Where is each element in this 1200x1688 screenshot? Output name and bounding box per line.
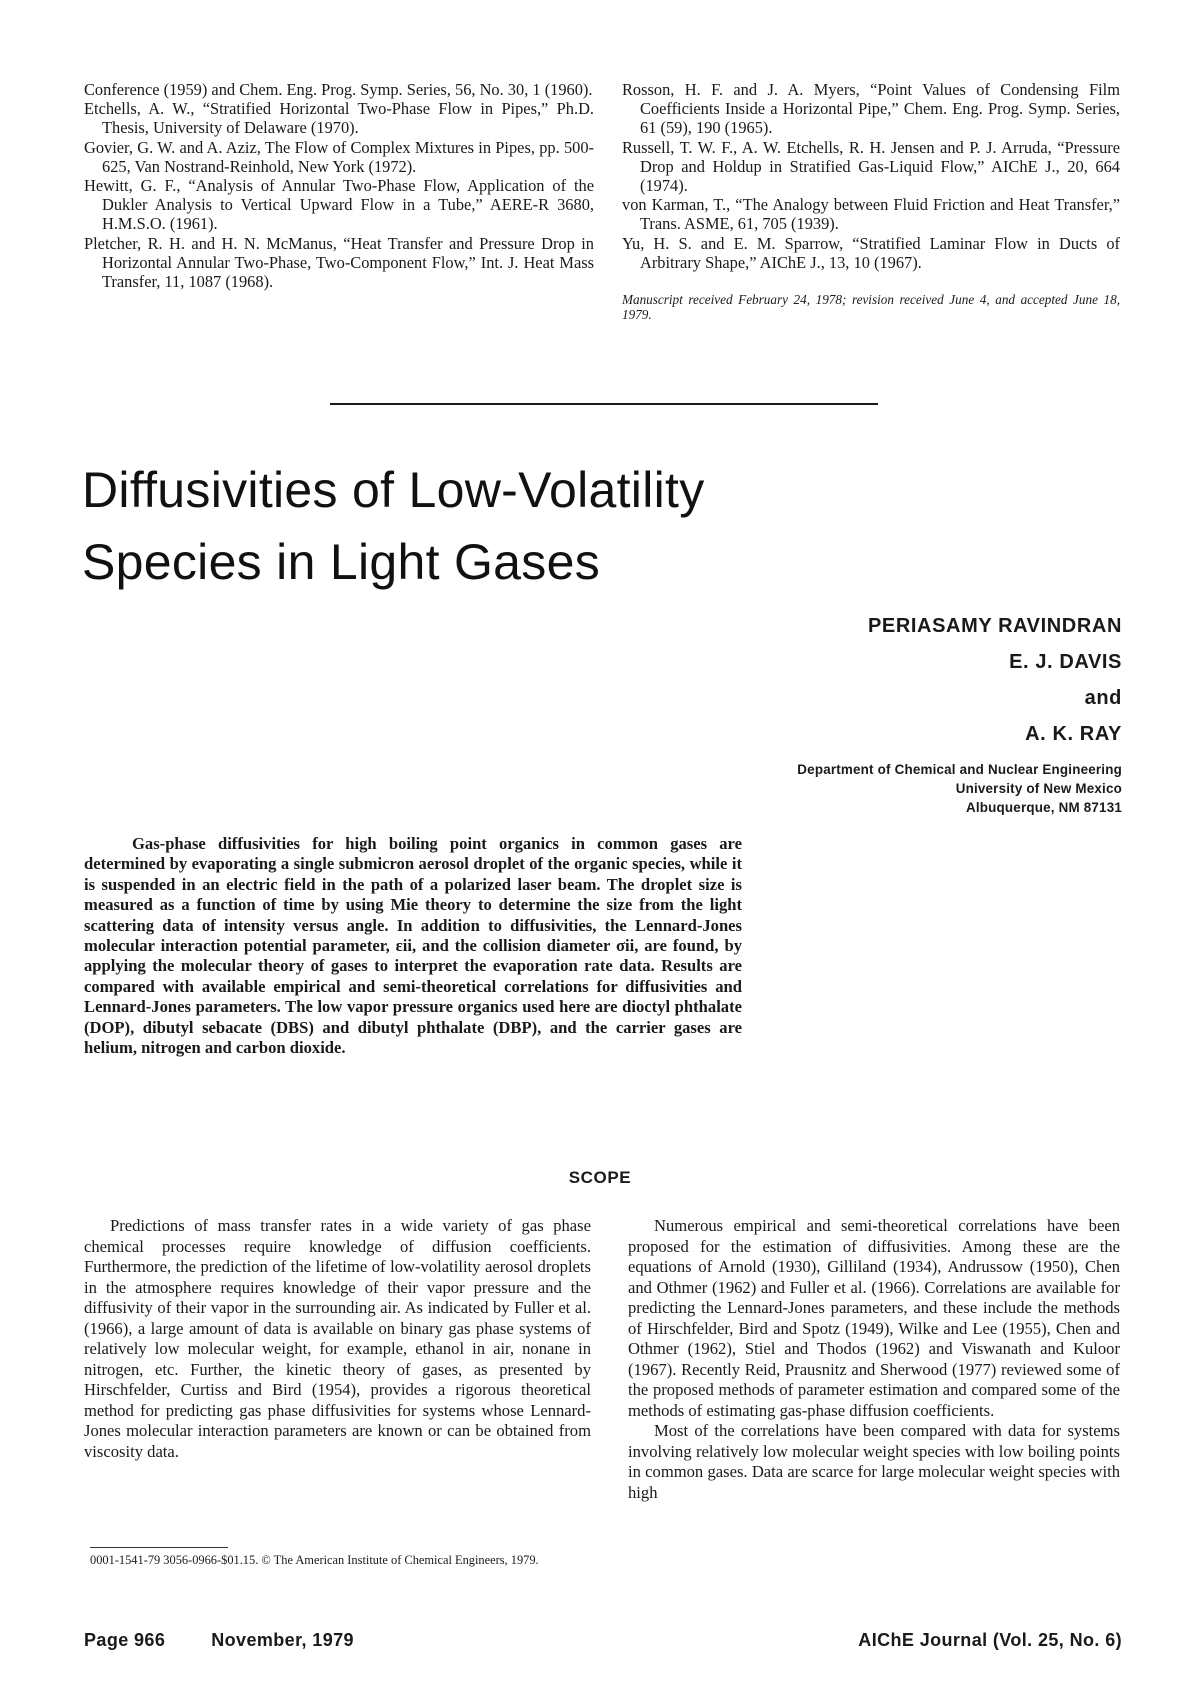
title-line-2: Species in Light Gases	[82, 534, 601, 590]
scope-left-column	[84, 1216, 591, 1462]
reference-entry: Pletcher, R. H. and H. N. McManus, “Heat Transfer and Pressure Drop in Horizontal Annular Two-Phase, Two-Component Flow,” Int. J. Heat Mass Transfer, 11, 1087 (1968).	[84, 233, 594, 292]
reference-entry: Govier, G. W. and A. Aziz, The Flow of Complex Mixtures in Pipes, pp. 500-625, Van Nostrand-Reinhold, New York (1972).	[84, 137, 594, 176]
reference-entry: Rosson, H. F. and J. A. Myers, “Point Values of Condensing Film Coefficients Inside a Horizontal Pipe,” Chem. Eng. Prog. Symp. Series, 61 (59), 190 (1965).	[622, 80, 1120, 138]
page-footer-left	[84, 1630, 354, 1651]
author-name: PERIASAMY RAVINDRAN	[867, 615, 1122, 637]
reference-entry: Russell, T. W. F., A. W. Etchells, R. H. Jensen and P. J. Arruda, “Pressure Drop and Holdup in Stratified Gas-Liquid Flow,” AIChE J., 20, 664 (1974).	[622, 137, 1120, 196]
reference-entry: Hewitt, G. F., “Analysis of Annular Two-Phase Flow, Application of the Dukler Analysis to Vertical Upward Flow in a Tube,” AERE-R 3680, H.M.S.O. (1961).	[84, 176, 594, 234]
references-right-column	[622, 80, 1120, 335]
abstract: Gas-phase diffusivities for high boiling point organics in common gases are determined by evaporating a single submicron aerosol droplet of the organic species, while it is suspended in an electric field in the path of a polarized laser beam. The droplet size is measured as a function of time by using Mie theory to determine the size from the light scattering data of intensity versus angle. In addition to diffusivities, the Lennard-Jones molecular interaction potential parameter, εii, and the collision diameter σii, are found, by applying the molecular theory of gases to interpret the evaporation rate data. Results are compared with available empirical and semi-theoretical correlations for diffusivities and Lennard-Jones parameters. The low vapor pressure organics used here are dioctyl phthalate (DOP), dibutyl sebacate (DBS) and dibutyl phthalate (DBP), and the carrier gases are helium, nitrogen and carbon dioxide.	[84, 834, 742, 1058]
affiliation-university: University of New Mexico	[955, 781, 1122, 796]
copyright-footnote: 0001-1541-79 3056-0966-$01.15. © The American Institute of Chemical Engineers, 1979.	[90, 1553, 539, 1567]
author-conjunction: and	[1084, 687, 1122, 709]
affiliation-department: Department of Chemical and Nuclear Engineering	[797, 762, 1122, 777]
manuscript-received-note: Manuscript received February 24, 1978; revision received June 4, and accepted June 18, 1979.	[622, 292, 1120, 323]
reference-entry: Etchells, A. W., “Stratified Horizontal Two-Phase Flow in Pipes,” Ph.D. Thesis, University of Delaware (1970).	[84, 99, 594, 138]
affiliation-address: Albuquerque, NM 87131	[966, 800, 1122, 815]
section-divider	[330, 403, 878, 405]
body-paragraph: Most of the correlations have been compared with data for systems involving relatively low molecular weight species with low boiling points in common gases. Data are scarce for large molecular weight species with high	[628, 1421, 1120, 1502]
body-paragraph: Numerous empirical and semi-theoretical correlations have been proposed for the estimation of diffusivities. Among these are the equations of Arnold (1930), Gilliland (1934), Andrussow (1950), Chen and Othmer (1962) and Fuller et al. (1966). Correlations are available for predicting the Lennard-Jones parameters, and these include the methods of Hirschfelder, Bird and Spotz (1949), Wilke and Lee (1955), Chen and Othmer (1962), Stiel and Thodos (1962) and Viswanath and Kuloor (1967). Recently Reid, Prausnitz and Sherwood (1977) reviewed some of the proposed methods of parameter estimation and compared some of the methods of estimating gas-phase diffusion coefficients.	[628, 1216, 1120, 1420]
article-title	[82, 454, 882, 598]
journal-citation: AIChE Journal (Vol. 25, No. 6)	[858, 1630, 1122, 1650]
author-name: E. J. DAVIS	[1009, 651, 1122, 673]
title-line-1: Diffusivities of Low-Volatility	[82, 462, 705, 518]
footnote-rule	[90, 1547, 228, 1548]
page-number: Page 966	[84, 1630, 166, 1650]
reference-entry: Yu, H. S. and E. M. Sparrow, “Stratified Laminar Flow in Ducts of Arbitrary Shape,” AIChE J., 13, 10 (1967).	[622, 233, 1120, 272]
section-heading-scope: SCOPE	[568, 1168, 632, 1187]
author-block	[602, 608, 1122, 817]
scope-right-column	[628, 1216, 1120, 1503]
reference-entry: Conference (1959) and Chem. Eng. Prog. Symp. Series, 56, No. 30, 1 (1960).	[84, 80, 593, 99]
affiliation	[602, 760, 1122, 817]
reference-entry: von Karman, T., “The Analogy between Fluid Friction and Heat Transfer,” Trans. ASME, 61, 705 (1939).	[622, 195, 1120, 234]
references-left-column	[84, 80, 594, 291]
issue-date: November, 1979	[211, 1630, 354, 1650]
body-paragraph: Predictions of mass transfer rates in a wide variety of gas phase chemical processes require knowledge of diffusion coefficients. Furthermore, the prediction of the lifetime of low-volatility aerosol droplets in the atmosphere requires knowledge of their vapor pressure and the diffusivity of their vapor in the surrounding air. As indicated by Fuller et al. (1966), a large amount of data is available on binary gas phase systems of relatively low molecular weight, for example, ethanol in air, nonane in nitrogen, etc. Further, the kinetic theory of gases, as presented by Hirschfelder, Curtiss and Bird (1954), provides a rigorous theoretical method for predicting gas phase diffusivities for systems whose Lennard-Jones molecular interaction parameters are known or can be obtained from viscosity data.	[84, 1216, 591, 1461]
author-name: A. K. RAY	[1025, 723, 1122, 745]
